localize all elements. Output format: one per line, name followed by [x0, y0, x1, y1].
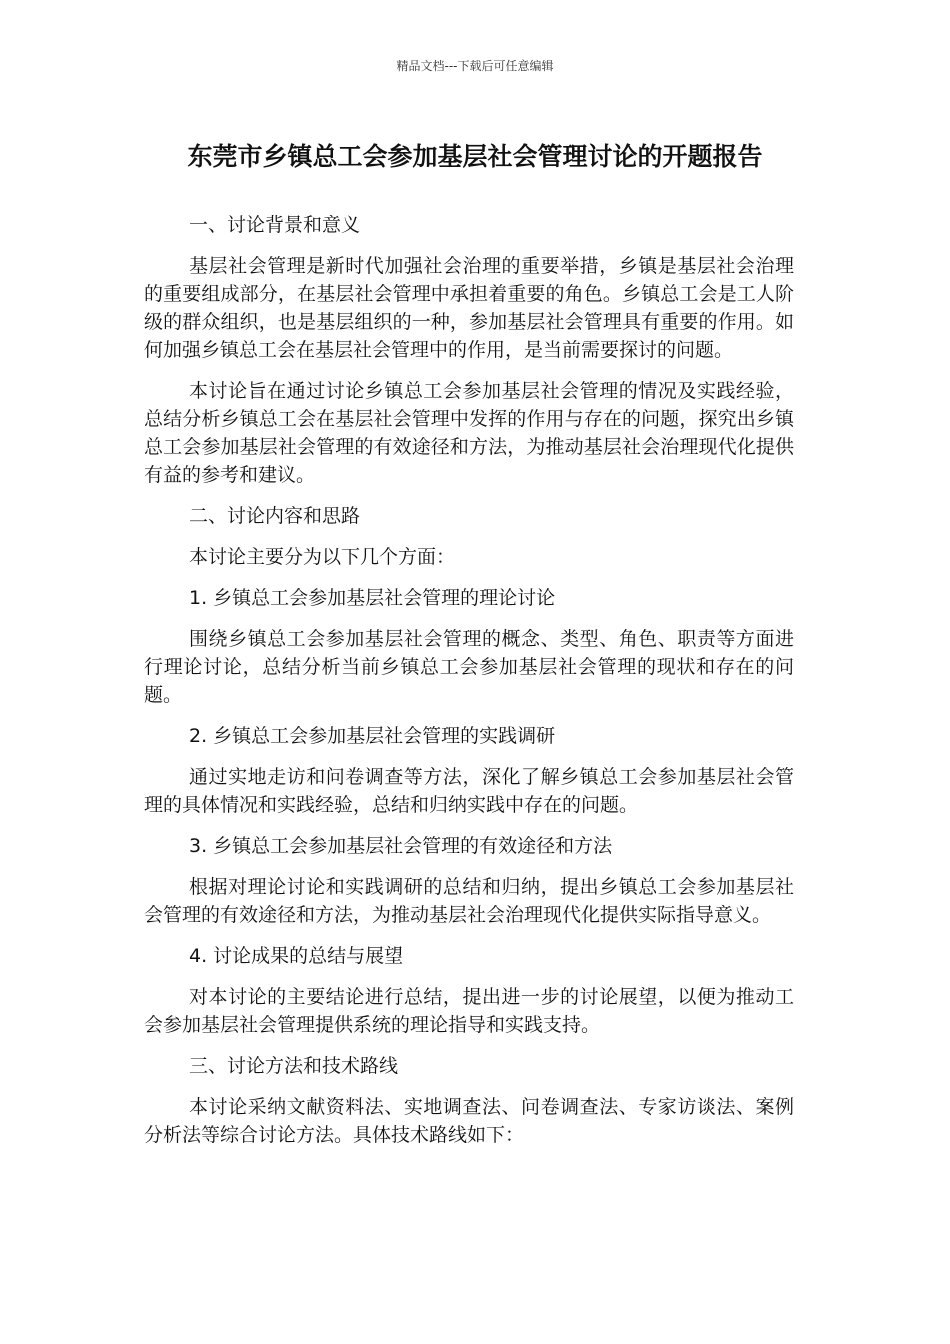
- document-body: [144, 211, 794, 1162]
- subheading-summary: 4. 讨论成果的总结与展望: [189, 945, 404, 967]
- paragraph-summary: 对本讨论的主要结论进行总结，提出进一步的讨论展望，以便为推动工会参加基层社会管理提供系统的理论指导和实践支持。: [144, 986, 794, 1036]
- subheading-practice: 2. 乡镇总工会参加基层社会管理的实践调研: [189, 725, 556, 747]
- paragraph-methods: 根据对理论讨论和实践调研的总结和归纳，提出乡镇总工会参加基层社会管理的有效途径和方法，为推动基层社会治理现代化提供实际指导意义。: [144, 876, 794, 926]
- subheading-theory: 1. 乡镇总工会参加基层社会管理的理论讨论: [189, 587, 556, 609]
- paragraph-content-intro: 本讨论主要分为以下几个方面：: [189, 546, 456, 568]
- paragraph-practice: 通过实地走访和问卷调查等方法，深化了解乡镇总工会参加基层社会管理的具体情况和实践经验，总结和归纳实践中存在的问题。: [144, 766, 794, 816]
- section-heading-content: 二、讨论内容和思路: [189, 505, 361, 527]
- paragraph-approach: 本讨论采纳文献资料法、实地调查法、问卷调查法、专家访谈法、案例分析法等综合讨论方法。具体技术路线如下：: [144, 1096, 794, 1146]
- subheading-methods: 3. 乡镇总工会参加基层社会管理的有效途径和方法: [189, 835, 613, 857]
- document-title: 东莞市乡镇总工会参加基层社会管理讨论的开题报告: [187, 142, 763, 171]
- section-heading-background: 一、讨论背景和意义: [189, 214, 361, 236]
- page-header-note: 精品文档---下载后可任意编辑: [396, 59, 554, 73]
- paragraph-background-2: 本讨论旨在通过讨论乡镇总工会参加基层社会管理的情况及实践经验，总结分析乡镇总工会在基层社会管理中发挥的作用与存在的问题，探究出乡镇总工会参加基层社会管理的有效途径和方法，为推动基层社会治理现代化提供有益的参考和建议。: [144, 380, 794, 486]
- section-heading-approach: 三、讨论方法和技术路线: [189, 1055, 399, 1077]
- paragraph-theory: 围绕乡镇总工会参加基层社会管理的概念、类型、角色、职责等方面进行理论讨论，总结分析当前乡镇总工会参加基层社会管理的现状和存在的问题。: [144, 628, 794, 706]
- paragraph-background-1: 基层社会管理是新时代加强社会治理的重要举措，乡镇是基层社会治理的重要组成部分，在基层社会管理中承担着重要的角色。乡镇总工会是工人阶级的群众组织，也是基层组织的一种，参加基层社会管理具有重要的作用。如何加强乡镇总工会在基层社会管理中的作用，是当前需要探讨的问题。: [144, 255, 794, 361]
